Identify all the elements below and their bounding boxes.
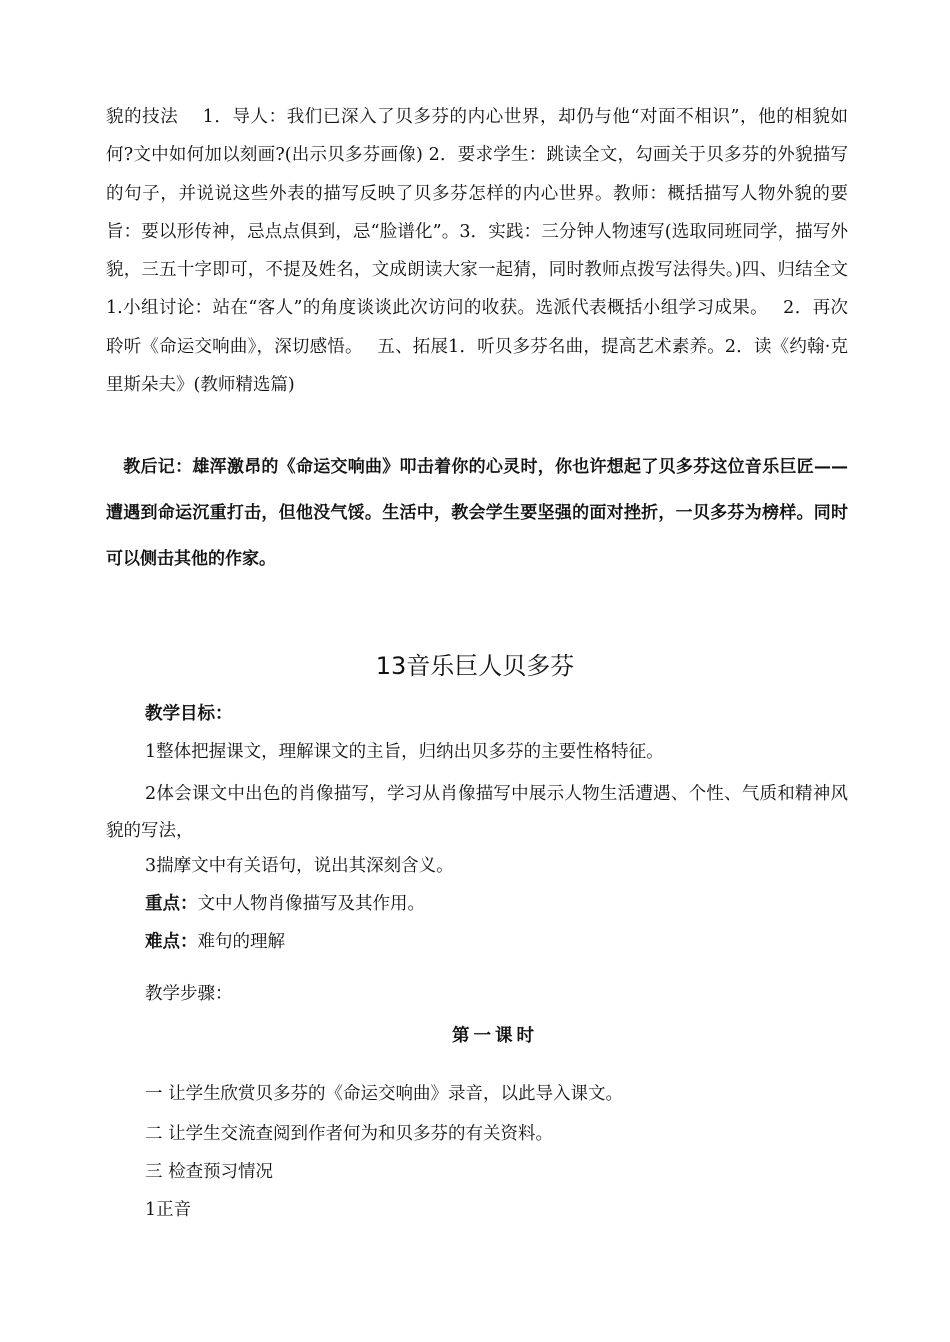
difficulty-label: 难点： bbox=[145, 932, 198, 952]
key-point bbox=[145, 890, 425, 915]
objective-3: 3揣摩文中有关语句，说出其深刻含义。 bbox=[145, 856, 454, 876]
intro-paragraph: 貌的技法 1．导人：我们已深入了贝多芬的内心世界，却仍与他“对面不相识”，他的相貌如何?文中如何加以刻画?(出示贝多芬画像) 2．要求学生：跳读全文，勾画关于贝多芬的外貌描写的句子，并说说这些外表的描写反映了贝多芬怎样的内心世界。教师：概括描写人物外貌的要旨：要以形传神，忌点点俱到，忌“脸谱化”。3．实践：三分钟人物速写(选取同班同学，描写外貌，三五十字即可，不提及姓名，文成朗读大家一起猜，同时教师点拨写法得失。)四、归结全文 1.小组讨论：站在“客人”的角度谈谈此次访问的收获。选派代表概括小组学习成果。 2．再次聆听《命运交响曲》，深切感悟。 五、拓展1．听贝多芬名曲，提高艺术素养。2．读《约翰·克里斯朵夫》(教师精选篇) bbox=[106, 107, 872, 396]
difficulty-text: 难句的理解 bbox=[197, 932, 285, 952]
step-1: 一 让学生欣赏贝多芬的《命运交响曲》录音，以此导入课文。 bbox=[145, 1084, 624, 1104]
objectives-label: 教学目标： bbox=[145, 704, 233, 724]
step-2: 二 让学生交流查阅到作者何为和贝多芬的有关资料。 bbox=[145, 1124, 554, 1144]
step-3-1: 1正音 bbox=[145, 1200, 192, 1220]
key-point-label: 重点： bbox=[145, 894, 198, 914]
difficulty bbox=[145, 928, 285, 953]
step-3: 三 检查预习情况 bbox=[145, 1162, 274, 1182]
steps-label: 教学步骤： bbox=[145, 984, 233, 1004]
lesson-title: 13音乐巨人贝多芬 bbox=[375, 652, 575, 680]
objective-1: 1整体把握课文，理解课文的主旨，归纳出贝多芬的主要性格特征。 bbox=[145, 742, 664, 762]
key-point-text: 文中人物肖像描写及其作用。 bbox=[197, 894, 425, 914]
afterword-paragraph: 教后记：雄浑激昂的《命运交响曲》叩击着你的心灵时，你也许想起了贝多芬这位音乐巨匠——遭遇到命运沉重打击，但他没气馁。生活中，教会学生要坚强的面对挫折，一贝多芬为榜样。同时可以侧击其他的作家。 bbox=[106, 457, 848, 569]
lesson-heading: 第一课时 bbox=[452, 1026, 538, 1046]
objective-2: 2体会课文中出色的肖像描写，学习从肖像描写中展示人物生活遭遇、个性、气质和精神风貌的写法， bbox=[106, 784, 848, 841]
